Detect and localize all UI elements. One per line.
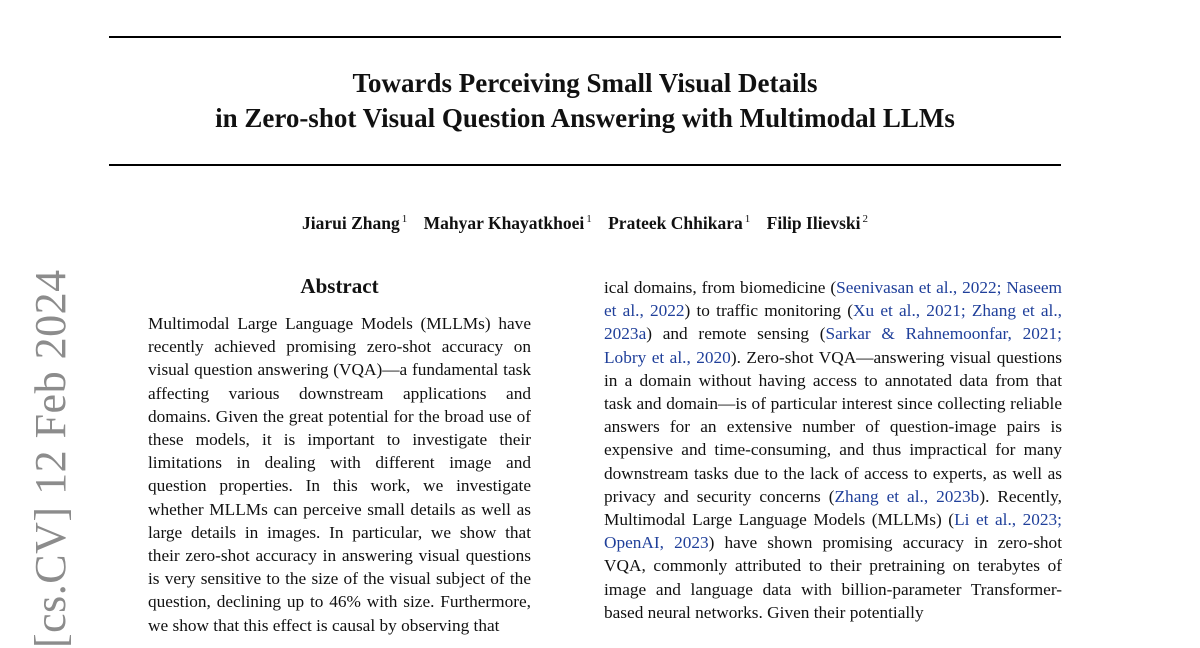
top-rule	[109, 36, 1061, 38]
citation-link[interactable]: Xu et al., 2021; Zhang et al., 2023a	[604, 301, 1062, 344]
author-list	[109, 206, 1061, 236]
abstract-text: Multimodal Large Language Models (MLLMs) have recently achieved promising zero-shot accuracy on visual question answering (VQA)—a fundamental task affecting various downstream applications and domains. Given the great potential for the broad use of these models, it is important to investigate their limitations in dealing with different image and question properties. In this work, we investigate whether MLLMs can perceive small details as well as large details in images. In particular, we show that their zero-shot accuracy in answering visual questions is very sensitive to the size of the visual subject of the question, declining up to 46% with size. Furthermore, we show that this effect is causal by observing that	[148, 314, 531, 635]
abstract-heading: Abstract	[300, 274, 379, 298]
paper-title-line-1: Towards Perceiving Small Visual Details	[352, 68, 818, 98]
author: Prateek Chhikara $^1$	[608, 212, 751, 233]
intro-text: ) and remote sensing (	[646, 324, 826, 344]
bottom-rule	[109, 164, 1061, 166]
citation-link[interactable]: Zhang et al., 2023b	[834, 486, 980, 506]
citation-link[interactable]: Seenivasan et al., 2022; Naseem et al., 2022	[604, 278, 1062, 321]
author: Filip Ilievski $^2$	[766, 212, 868, 233]
intro-text: ). Recently, Multimodal Large Language Models (MLLMs) (	[604, 486, 1062, 530]
paper-title-line-2: in Zero-shot Visual Question Answering with Multimodal LLMs	[215, 103, 955, 133]
citation-link[interactable]: Li et al., 2023; OpenAI, 2023	[604, 510, 1062, 553]
author: Jiarui Zhang $^1$	[302, 212, 408, 233]
introduction-text	[604, 276, 1062, 624]
intro-text: ) have shown promising accuracy in zero-shot VQA, commonly attributed to their pretraining on terabytes of image and language data with billion-parameter Transformer-based neural networks. Given their potentially	[604, 533, 1062, 622]
author: Mahyar Khayatkhoei $^1$	[423, 212, 592, 233]
intro-text: ) to traffic monitoring (	[684, 301, 853, 321]
intro-text: ). Zero-shot VQA—answering visual questions in a domain without having access to annotated data from that task and domain—is of particular interest since collecting reliable answers for an extensive number of question-image pairs is expensive and time-consuming, and thus impractical for many downstream tasks due to the lack of access to experts, as well as privacy and security concerns (	[604, 347, 1062, 506]
arxiv-side-stamp: [cs.CV] 12 Feb 2024	[26, 269, 75, 648]
intro-text: ical domains, from biomedicine (	[604, 278, 837, 297]
citation-link[interactable]: Sarkar & Rahnemoonfar, 2021; Lobry et al., 2020	[604, 324, 1062, 367]
